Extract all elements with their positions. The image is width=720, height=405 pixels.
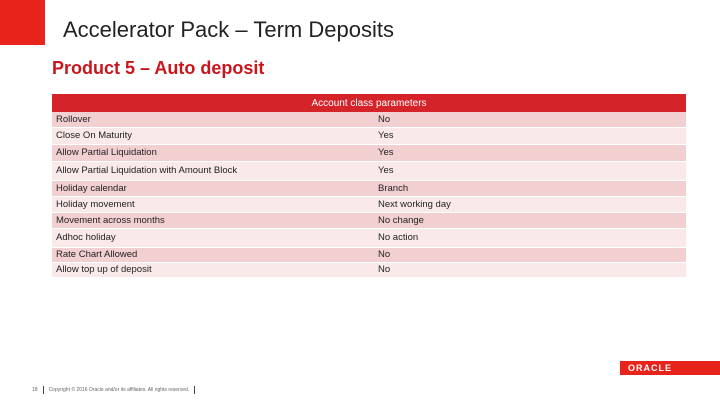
- parameter-value: No: [374, 247, 686, 262]
- table-body: [52, 112, 686, 277]
- footer-divider: [194, 386, 195, 394]
- accent-bar: [0, 0, 45, 45]
- table-header-row: [52, 94, 686, 112]
- footer-divider: [43, 386, 44, 394]
- parameter-value: No change: [374, 212, 686, 228]
- parameter-name: Allow Partial Liquidation: [52, 144, 374, 161]
- parameter-name: Movement across months: [52, 212, 374, 228]
- parameter-name: Rate Chart Allowed: [52, 247, 374, 262]
- parameter-name: Holiday movement: [52, 196, 374, 212]
- table-header: Account class parameters: [52, 94, 686, 112]
- table-row: [52, 247, 686, 262]
- parameter-value: Next working day: [374, 196, 686, 212]
- oracle-logo-text: ORACLE: [628, 363, 672, 373]
- table-row: [52, 212, 686, 228]
- page-number: 18: [32, 387, 38, 393]
- parameter-name: Allow top up of deposit: [52, 262, 374, 277]
- slide-title: Accelerator Pack – Term Deposits: [63, 17, 394, 42]
- table-row: [52, 228, 686, 247]
- parameter-value: Yes: [374, 161, 686, 180]
- parameter-name: Close On Maturity: [52, 127, 374, 144]
- parameter-value: No: [374, 112, 686, 127]
- table-row: [52, 112, 686, 127]
- table-row: [52, 262, 686, 277]
- footer: [32, 386, 200, 394]
- slide-subtitle: Product 5 – Auto deposit: [52, 58, 265, 78]
- copyright-text: Copyright © 2016 Oracle and/or its affiliates. All rights reserved.: [48, 387, 190, 393]
- parameter-name: Rollover: [52, 112, 374, 127]
- table-row: [52, 180, 686, 196]
- table-row: [52, 144, 686, 161]
- table-row: [52, 127, 686, 144]
- parameter-name: Holiday calendar: [52, 180, 374, 196]
- parameter-value: No: [374, 262, 686, 277]
- table-row: [52, 161, 686, 180]
- parameters-table: [52, 94, 686, 278]
- parameter-value: Yes: [374, 144, 686, 161]
- parameter-name: Allow Partial Liquidation with Amount Block: [52, 161, 374, 180]
- table-row: [52, 196, 686, 212]
- parameter-value: Branch: [374, 180, 686, 196]
- parameter-value: No action: [374, 228, 686, 247]
- parameter-name: Adhoc holiday: [52, 228, 374, 247]
- parameter-value: Yes: [374, 127, 686, 144]
